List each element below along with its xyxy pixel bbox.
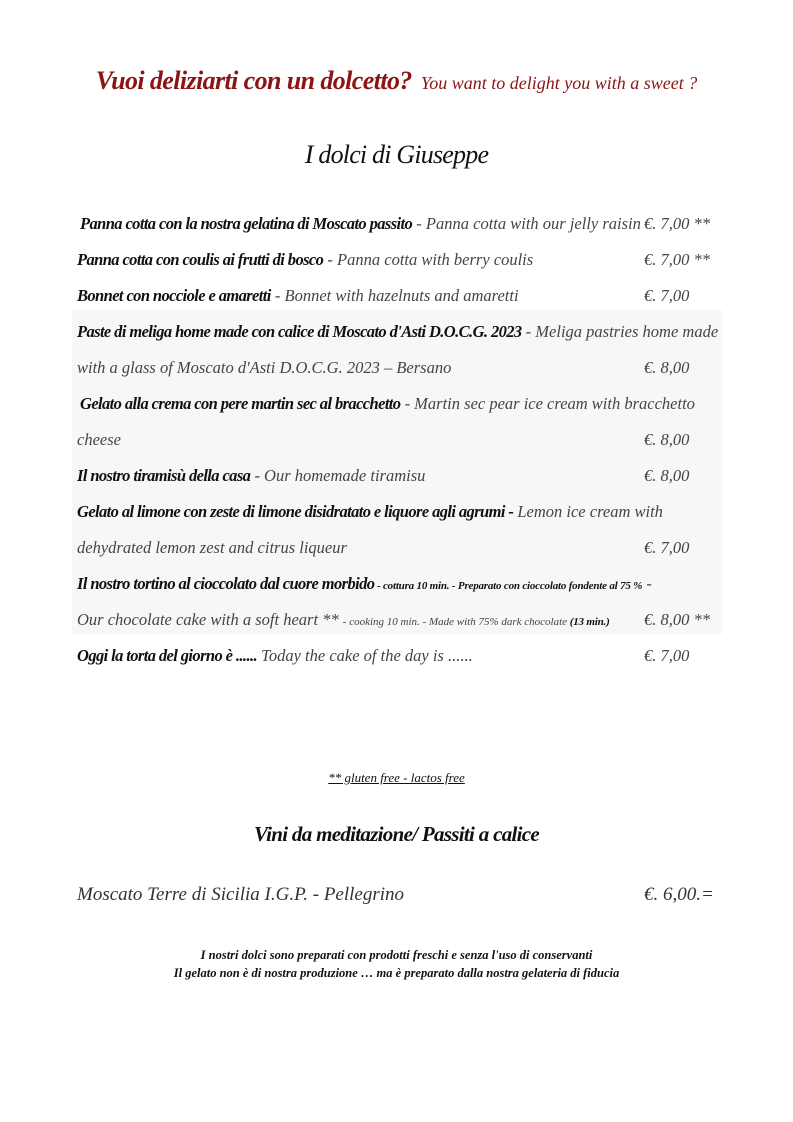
item-name-it: Gelato al limone con zeste di limone disidratato e liquore agli agrumi - <box>77 502 514 521</box>
header-question-en: You want to delight you with a sweet ? <box>420 73 698 93</box>
item-name-it: Il nostro tortino al cioccolato dal cuore morbido <box>77 574 375 593</box>
item-desc-en-line2: cheese <box>77 430 121 449</box>
item-price: €. 8,00 <box>644 466 690 485</box>
wine-item <box>77 884 717 912</box>
gluten-note: ** gluten free - lactos free <box>328 770 465 785</box>
item-desc-en-line2: dehydrated lemon zest and citrus liqueur <box>77 538 347 557</box>
menu-item <box>72 490 722 562</box>
item-desc-en: - Our homemade tiramisu <box>250 466 426 485</box>
item-desc-en: - Martin sec pear ice cream with bracchetto <box>400 394 695 413</box>
item-desc-en-line2: with a glass of Moscato d'Asti D.O.C.G. 2023 – Bersano <box>77 358 452 377</box>
menu-item <box>72 310 722 382</box>
item-note-it: - cottura 10 min. - Preparato con cioccolato fondente al 75 % <box>374 580 643 592</box>
item-desc-en: - Meliga pastries home made <box>521 322 719 341</box>
item-name-it: Il nostro tiramisù della casa <box>77 466 251 485</box>
menu-item <box>72 382 722 454</box>
item-price: €. 7,00 <box>644 286 690 305</box>
item-name-it: Oggi la torta del giorno è ...... <box>77 646 258 665</box>
wine-name: Moscato Terre di Sicilia I.G.P. - Pellegrino <box>77 884 405 905</box>
menu-item <box>72 634 722 670</box>
item-time: (13 min.) <box>569 616 610 628</box>
menu-item <box>72 562 722 634</box>
wine-price: €. 6,00.= <box>644 884 714 905</box>
header-question-it: Vuoi deliziarti con un dolcetto? <box>95 66 412 95</box>
item-price: €. 7,00 <box>644 538 690 557</box>
item-name-it: Paste di meliga home made con calice di Moscato d'Asti D.O.C.G. 2023 <box>77 322 522 341</box>
item-desc-en: - Panna cotta with our jelly raisin <box>412 214 641 233</box>
item-desc-en: Today the cake of the day is ...... <box>257 646 473 665</box>
page-title: I dolci di Giuseppe <box>304 140 489 169</box>
wine-section-title: Vini da meditazione/ Passiti a calice <box>253 822 540 846</box>
item-desc-en: Lemon ice cream with <box>513 502 663 521</box>
item-desc-en: - Panna cotta with berry coulis <box>323 250 534 269</box>
item-price: €. 8,00 ** <box>644 610 710 629</box>
footer-line-2: Il gelato non è di nostra produzione … ma è preparato dalla nostra gelateria di fiducia <box>173 966 620 980</box>
item-note-it-tail: - <box>642 574 652 593</box>
menu-item <box>72 238 722 274</box>
item-desc-en-line2: Our chocolate cake with a soft heart ** <box>77 610 343 629</box>
item-name-it: Gelato alla crema con pere martin sec al bracchetto <box>80 394 401 413</box>
item-price: €. 7,00 <box>644 646 690 665</box>
footer-note <box>0 946 793 982</box>
dessert-menu <box>72 202 722 670</box>
item-price: €. 8,00 <box>644 358 690 377</box>
item-price: €. 7,00 ** <box>644 250 710 269</box>
menu-item <box>72 202 722 238</box>
item-name-it: Panna cotta con coulis ai frutti di bosco <box>77 250 324 269</box>
item-price: €. 8,00 <box>644 430 690 449</box>
menu-item <box>72 454 722 490</box>
item-name-it: Panna cotta con la nostra gelatina di Moscato passito <box>80 214 413 233</box>
item-price: €. 7,00 ** <box>644 214 710 233</box>
footer-line-1: I nostri dolci sono preparati con prodotti freschi e senza l'uso di conservanti <box>200 948 593 962</box>
item-desc-en: - Bonnet with hazelnuts and amaretti <box>270 286 519 305</box>
menu-item <box>72 274 722 310</box>
item-name-it: Bonnet con nocciole e amaretti <box>77 286 271 305</box>
header <box>0 66 793 96</box>
item-note-en: - cooking 10 min. - Made with 75% dark chocolate <box>342 616 570 628</box>
